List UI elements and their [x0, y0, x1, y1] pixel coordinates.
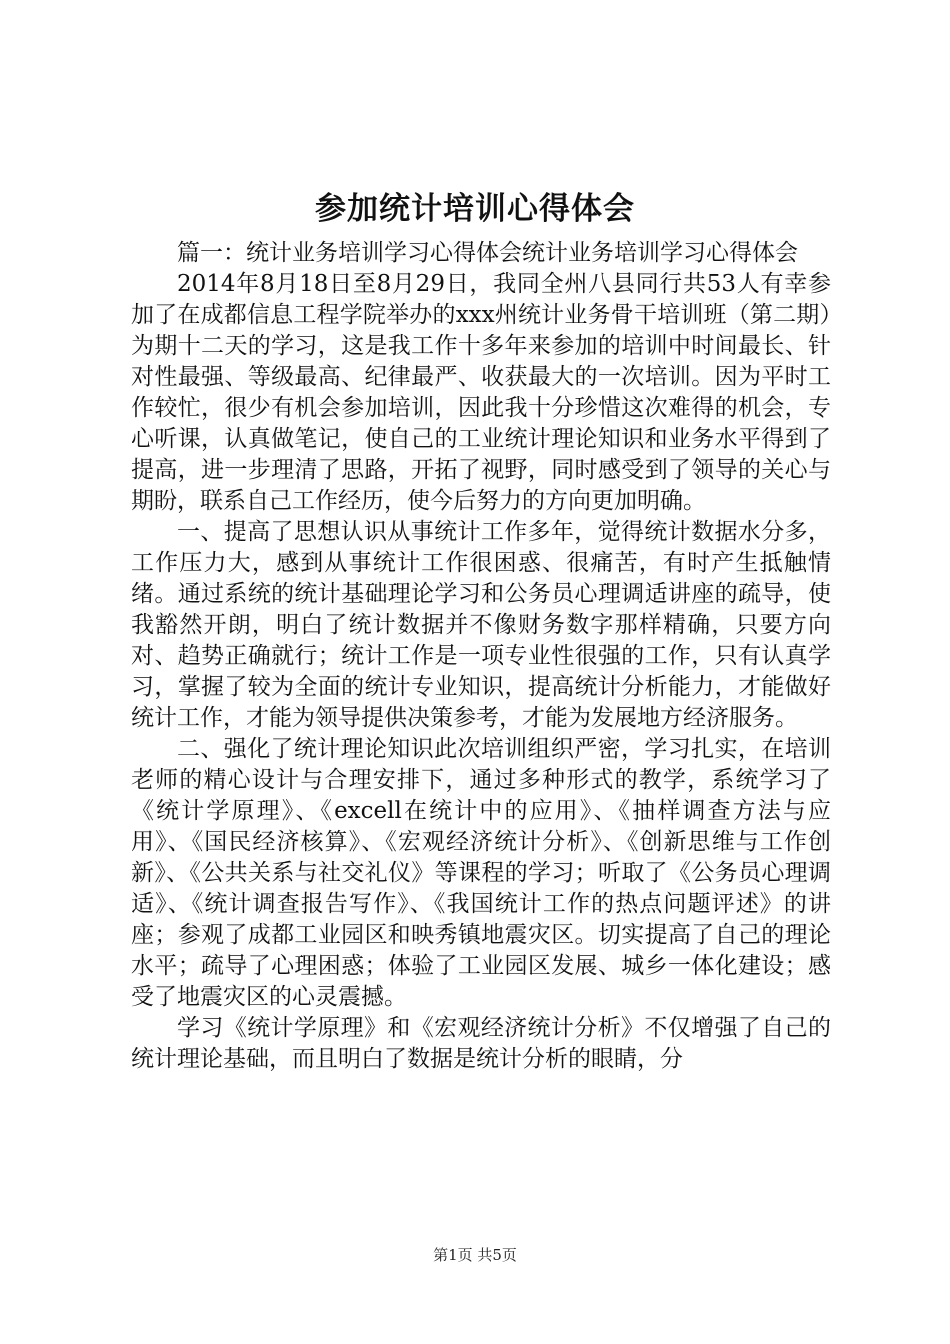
document-body — [131, 238, 831, 1075]
paragraph-study: 学习《统计学原理》和《宏观经济统计分析》不仅增强了自己的统计理论基础，而且明白了数据是统计分析的眼睛，分 — [131, 1015, 831, 1072]
document-title: 参加统计培训心得体会 — [315, 191, 635, 227]
paragraph-section-two: 二、强化了统计理论知识此次培训组织严密，学习扎实，在培训老师的精心设计与合理安排下，通过多种形式的教学，系统学习了《统计学原理》、《excell在统计中的应用》、《抽样调查方法与应用》、《国民经济核算》、《宏观经济统计分析》、《创新思维与工作创新》、《公共关系与社交礼仪》等课程的学习；听取了《公务员心理调适》、《统计调查报告写作》、《我国统计工作的热点问题评述》的讲座；参观了成都工业园区和映秀镇地震灾区。切实提高了自己的理论水平；疏导了心理困惑；体验了工业园区发展、城乡一体化建设；感受了地震灾区的心灵震撼。 — [131, 736, 831, 1010]
page-footer: 第1页 共5页 — [433, 1246, 517, 1264]
paragraph-heading: 篇一：统计业务培训学习心得体会统计业务培训学习心得体会 — [177, 240, 798, 266]
paragraph-intro: 2014年8月18日至8月29日，我同全州八县同行共53人有幸参加了在成都信息工程学院举办的xxx州统计业务骨干培训班（第二期）为期十二天的学习，这是我工作十多年来参加的培训中时间最长、针对性最强、等级最高、纪律最严、收获最大的一次培训。因为平时工作较忙，很少有机会参加培训，因此我十分珍惜这次难得的机会，专心听课，认真做笔记，使自己的工业统计理论知识和业务水平得到了提高，进一步理清了思路，开拓了视野，同时感受到了领导的关心与期盼，联系自己工作经历，使今后努力的方向更加明确。 — [131, 271, 831, 514]
paragraph-section-one: 一、提高了思想认识从事统计工作多年，觉得统计数据水分多，工作压力大，感到从事统计工作很困惑、很痛苦，有时产生抵触情绪。通过系统的统计基础理论学习和公务员心理调适讲座的疏导，使我豁然开朗，明白了统计数据并不像财务数字那样精确，只要方向对、趋势正确就行；统计工作是一项专业性很强的工作，只有认真学习，掌握了较为全面的统计专业知识，提高统计分析能力，才能做好统计工作，才能为领导提供决策参考，才能为发展地方经济服务。 — [131, 519, 831, 731]
